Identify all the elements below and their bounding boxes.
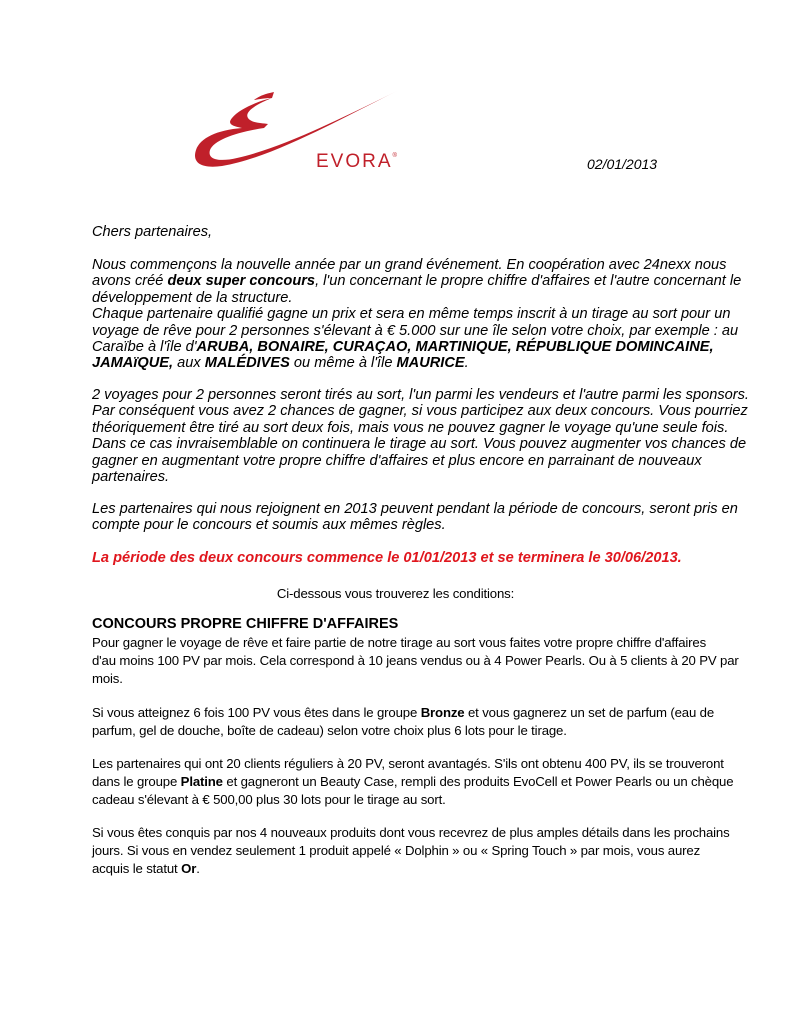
text-segment: théoriquement être tiré au sort deux fois, mais vous ne pouvez gagner le voyage qu'une seule fois. — [92, 419, 729, 436]
text-segment: Les partenaires qui nous rejoignent en 2013 peuvent pendant la période de concours, seront pris en — [92, 501, 738, 517]
text-line — [92, 860, 730, 878]
text-line — [92, 273, 741, 289]
text-segment: d'au moins 100 PV par mois. Cela correspond à 10 jeans vendus ou à 4 Power Pearls. Ou à 5 clients à 20 PV par — [92, 653, 739, 668]
text-line — [92, 420, 749, 436]
text-line — [92, 670, 739, 688]
greeting: Chers partenaires, — [92, 224, 213, 240]
conditions-intro: Ci-dessous vous trouverez les conditions: — [276, 586, 515, 601]
text-segment: gagner en augmentant votre propre chiffre d'affaires et plus encore en parrainant de nouveaux — [92, 452, 702, 469]
text-segment: Pour gagner le voyage de rêve et faire partie de notre tirage au sort vous faites votre propre chiffre d'affaires — [92, 635, 707, 650]
bold-text: Or — [181, 861, 197, 876]
section-paragraph-3 — [92, 755, 733, 809]
text-line — [92, 339, 741, 355]
text-line — [92, 722, 714, 740]
text-segment: compte pour le concours et soumis aux mêmes règles. — [92, 517, 446, 534]
intro-paragraph-2 — [92, 387, 749, 485]
text-line — [92, 704, 714, 722]
bold-text: Bronze — [420, 705, 465, 720]
text-line — [92, 453, 749, 469]
period-notice: La période des deux concours commence le 01/01/2013 et se terminera le 30/06/2013. — [92, 550, 682, 566]
logo-text: EVORA — [316, 151, 393, 172]
text-line — [92, 842, 730, 860]
text-segment: développement de la structure. — [92, 289, 293, 306]
bold-text: ARUBA, BONAIRE, CURAÇAO, MARTINIQUE, RÉPUBLIQUE DOMINCAINE, — [196, 339, 714, 356]
bold-text: Platine — [180, 774, 223, 789]
letter-date: 02/01/2013 — [587, 156, 658, 172]
section-paragraph-1 — [92, 634, 739, 688]
text-segment: dans le groupe — [92, 774, 181, 789]
text-line — [92, 634, 739, 652]
registered-mark: ® — [392, 153, 397, 159]
bold-text: MAURICE — [396, 355, 465, 372]
text-segment: Les partenaires qui ont 20 clients réguliers à 20 PV, seront avantagés. S'ils ont obtenu 400 PV, ils se trouveront — [92, 756, 724, 771]
text-segment: aux — [173, 355, 205, 372]
logo-wordmark — [316, 151, 397, 173]
text-line — [92, 306, 741, 322]
text-line — [92, 290, 741, 306]
text-line — [92, 773, 733, 791]
text-line — [92, 257, 741, 273]
text-segment: Si vous êtes conquis par nos 4 nouveaux produits dont vous recevrez de plus amples détails dans les prochains — [92, 825, 730, 840]
text-segment: Par conséquent vous avez 2 chances de gagner, si vous participez aux deux concours. Vous pourriez — [92, 403, 748, 420]
text-segment: acquis le statut — [92, 861, 182, 876]
text-segment: ou même à l'île — [289, 355, 397, 372]
text-segment: . — [464, 355, 469, 372]
text-segment: Caraïbe à l'île d' — [92, 339, 197, 356]
text-line — [92, 469, 749, 485]
bold-text: JAMAïQUE, — [92, 355, 174, 372]
text-segment: Chaque partenaire qualifié gagne un prix et sera en même temps inscrit à un tirage au sort pour un — [92, 306, 731, 323]
section-heading: CONCOURS PROPRE CHIFFRE D'AFFAIRES — [92, 616, 399, 632]
text-line — [92, 436, 749, 452]
text-line — [92, 517, 738, 533]
text-segment: mois. — [92, 671, 123, 686]
text-segment: partenaires. — [92, 469, 170, 486]
text-segment: Dans ce cas invraisemblable on continuera le tirage au sort. Vous pouvez augmenter vos chances de — [92, 436, 747, 453]
text-line — [92, 403, 749, 419]
text-segment: Nous commençons la nouvelle année par un grand événement. En coopération avec 24nexx nous — [92, 257, 727, 273]
text-line — [92, 323, 741, 339]
text-line — [92, 652, 739, 670]
text-segment: . — [196, 861, 200, 876]
intro-paragraph-3 — [92, 501, 738, 534]
text-line — [92, 387, 749, 403]
section-paragraph-4 — [92, 824, 730, 878]
section-paragraph-2 — [92, 704, 714, 740]
text-segment: , l'un concernant le propre chiffre d'affaires et l'autre concernant le — [315, 273, 742, 290]
text-segment: voyage de rêve pour 2 personnes s'élevant à € 5.000 sur une île selon votre choix, par exemple : au — [92, 322, 739, 339]
text-segment: 2 voyages pour 2 personnes seront tirés au sort, l'un parmi les vendeurs et l'autre parmi les sponsors. — [92, 387, 749, 403]
text-line — [92, 501, 738, 517]
intro-paragraph-1 — [92, 257, 741, 372]
text-line — [92, 355, 741, 371]
text-segment: jours. Si vous en vendez seulement 1 produit appelé « Dolphin » ou « Spring Touch » par mois, vous aurez — [92, 843, 701, 858]
text-segment: cadeau s'élevant à € 500,00 plus 30 lots pour le tirage au sort. — [92, 792, 446, 807]
text-segment: et gagneront un Beauty Case, rempli des produits EvoCell et Power Pearls ou un chèque — [222, 774, 734, 789]
text-segment: avons créé — [92, 273, 168, 290]
text-line — [92, 824, 730, 842]
text-segment: parfum, gel de douche, boîte de cadeau) selon votre choix plus 6 lots pour le tirage. — [92, 723, 567, 738]
text-segment: Si vous atteignez 6 fois 100 PV vous êtes dans le groupe — [92, 705, 421, 720]
bold-text: MALÉDIVES — [204, 355, 290, 372]
text-line — [92, 755, 733, 773]
text-line — [92, 791, 733, 809]
bold-text: deux super concours — [167, 273, 316, 290]
text-segment: et vous gagnerez un set de parfum (eau de — [464, 705, 715, 720]
